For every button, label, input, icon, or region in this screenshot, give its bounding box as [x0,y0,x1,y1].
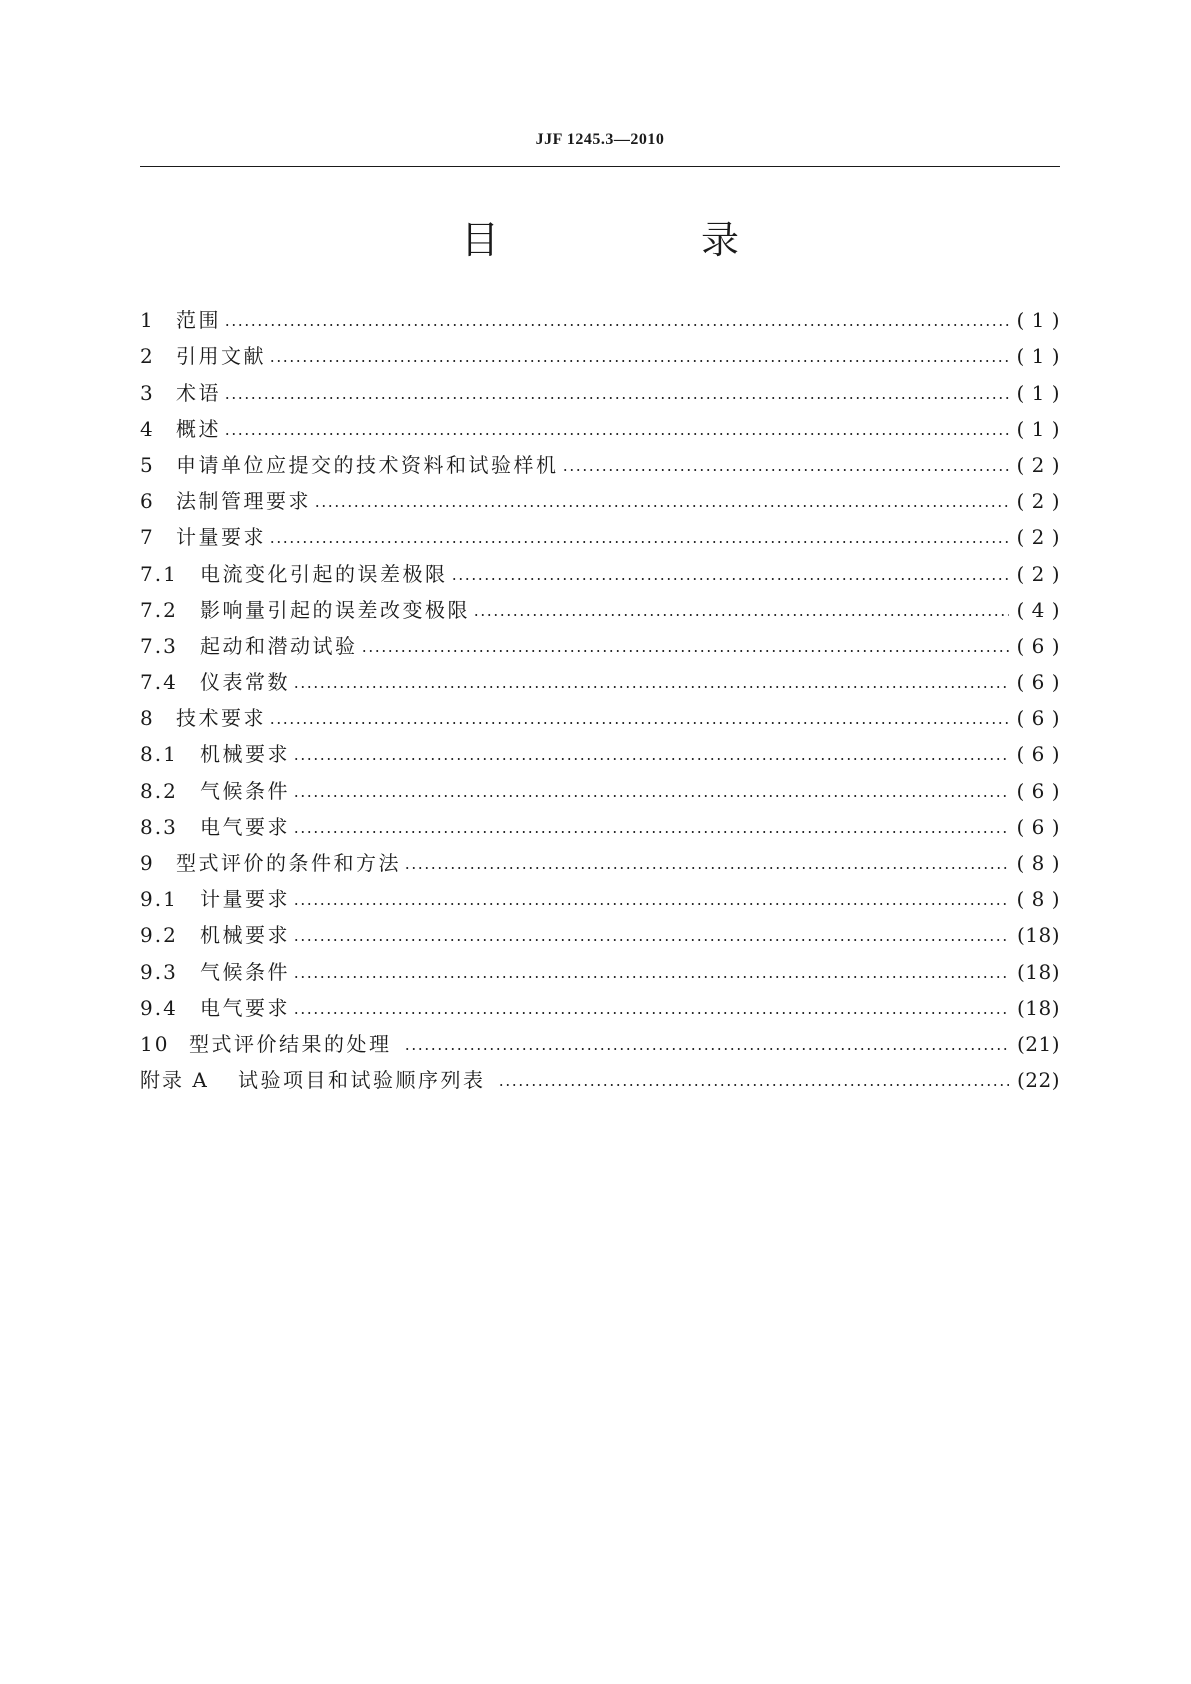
dot-leader [314,505,1009,507]
toc-entry-page: ( 2 ) [1016,561,1060,586]
dot-leader [293,831,1009,833]
toc-entry-4[interactable] [140,405,1060,441]
dot-leader [224,433,1009,435]
toc-entry-appendix-a[interactable] [140,1056,1060,1092]
toc-entry-number: 2 [140,344,155,369]
toc-entry-number: 9.2 [140,923,178,948]
toc-entry-label: 仪表常数 [200,670,290,695]
toc-entry-page: (18) [1016,959,1060,984]
toc-entry-3[interactable] [140,368,1060,404]
toc-entry-label: 影响量引起的误差改变极限 [200,597,470,622]
table-of-contents [140,296,1060,1092]
toc-entry-9-2[interactable] [140,911,1060,947]
toc-entry-page: ( 1 ) [1016,308,1060,333]
toc-entry-page: ( 1 ) [1016,380,1060,405]
toc-entry-number: 附录 A [140,1068,209,1093]
toc-entry-page: (21) [1016,1031,1060,1056]
toc-entry-label: 概述 [176,416,221,441]
toc-entry-8-1[interactable] [140,730,1060,766]
toc-entry-number: 9.1 [140,887,178,912]
toc-entry-9-1[interactable] [140,875,1060,911]
toc-entry-number: 7.2 [140,597,178,622]
standard-code-header: JJF 1245.3—2010 [535,131,665,148]
dot-leader [293,903,1009,905]
toc-entry-number: 7.4 [140,670,178,695]
dot-leader [269,541,1009,543]
toc-entry-label: 气候条件 [200,778,290,803]
toc-entry-label: 型式评价结果的处理 [189,1031,392,1056]
toc-entry-label: 起动和潜动试验 [200,633,358,658]
toc-entry-page: (18) [1016,995,1060,1020]
toc-entry-number: 7.1 [140,561,178,586]
toc-entry-number: 8.3 [140,814,178,839]
toc-entry-number: 10 [140,1031,170,1056]
dot-leader [293,939,1009,941]
dot-leader [404,867,1009,869]
toc-entry-label: 术语 [176,380,221,405]
dot-leader [269,360,1009,362]
toc-entry-label: 型式评价的条件和方法 [176,851,401,875]
toc-entry-label: 范围 [176,308,221,333]
toc-entry-label: 机械要求 [200,923,290,948]
toc-entry-label: 机械要求 [200,742,290,767]
toc-entry-page: ( 2 ) [1016,525,1060,550]
header-divider [140,166,1060,167]
dot-leader [293,686,1009,688]
toc-entry-2[interactable] [140,332,1060,368]
toc-entry-number: 9.3 [140,959,178,984]
toc-entry-page: ( 8 ) [1016,851,1060,875]
toc-entry-number: 3 [140,380,155,405]
toc-title: 目 录 [460,218,821,262]
toc-entry-page: (18) [1016,923,1060,948]
dot-leader [293,976,1009,978]
toc-entry-7-3[interactable] [140,622,1060,658]
toc-entry-page: (22) [1016,1068,1060,1093]
dot-leader [293,758,1009,760]
toc-entry-9-3[interactable] [140,947,1060,983]
toc-entry-label: 引用文献 [176,344,266,369]
toc-entry-page: ( 6 ) [1016,778,1060,803]
toc-entry-page: ( 6 ) [1016,706,1060,731]
toc-entry-page: ( 8 ) [1016,887,1060,912]
toc-entry-7-4[interactable] [140,658,1060,694]
toc-entry-label: 申请单位应提交的技术资料和试验样机 [176,452,559,477]
toc-entry-number: 7 [140,525,155,550]
toc-entry-label: 电流变化引起的误差极限 [200,561,448,586]
toc-entry-page: ( 1 ) [1016,344,1060,369]
toc-entry-label: 试验项目和试验顺序列表 [238,1068,486,1093]
dot-leader [224,324,1009,326]
dot-leader [293,795,1009,797]
toc-entry-number: 7.3 [140,633,178,658]
dot-leader [224,397,1009,399]
toc-entry-page: ( 2 ) [1016,489,1060,514]
toc-entry-8[interactable] [140,694,1060,730]
toc-entry-page: ( 1 ) [1016,416,1060,441]
toc-entry-8-3[interactable] [140,803,1060,839]
dot-leader [498,1084,1010,1086]
toc-entry-9-4[interactable] [140,984,1060,1020]
toc-entry-7-1[interactable] [140,549,1060,585]
toc-entry-page: ( 6 ) [1016,742,1060,767]
toc-entry-6[interactable] [140,477,1060,513]
toc-entry-label: 计量要求 [200,887,290,912]
toc-entry-number: 9 [140,851,155,875]
toc-entry-number: 8.1 [140,742,178,767]
dot-leader [451,578,1010,580]
toc-entry-page: ( 2 ) [1016,452,1060,477]
toc-entry-9[interactable] [140,839,1060,875]
dot-leader [473,614,1009,616]
toc-entry-label: 法制管理要求 [176,489,311,514]
toc-entry-number: 9.4 [140,995,178,1020]
toc-entry-7-2[interactable] [140,586,1060,622]
dot-leader [361,650,1010,652]
dot-leader [269,722,1009,724]
toc-entry-5[interactable] [140,441,1060,477]
dot-leader [562,469,1010,471]
toc-entry-1[interactable] [140,296,1060,332]
toc-entry-label: 计量要求 [176,525,266,550]
toc-entry-page: ( 6 ) [1016,814,1060,839]
toc-entry-label: 电气要求 [200,814,290,839]
toc-entry-number: 8 [140,706,155,731]
toc-entry-7[interactable] [140,513,1060,549]
toc-entry-number: 4 [140,416,155,441]
toc-entry-10[interactable] [140,1020,1060,1056]
toc-entry-label: 气候条件 [200,959,290,984]
toc-entry-label: 技术要求 [176,706,266,731]
toc-entry-number: 8.2 [140,778,178,803]
toc-entry-8-2[interactable] [140,766,1060,802]
toc-entry-number: 6 [140,489,155,514]
toc-entry-page: ( 4 ) [1016,597,1060,622]
toc-entry-number: 5 [140,452,155,477]
dot-leader [293,1012,1009,1014]
toc-entry-page: ( 6 ) [1016,670,1060,695]
toc-entry-number: 1 [140,308,155,333]
toc-entry-label: 电气要求 [200,995,290,1020]
dot-leader [404,1048,1010,1050]
toc-entry-page: ( 6 ) [1016,633,1060,658]
